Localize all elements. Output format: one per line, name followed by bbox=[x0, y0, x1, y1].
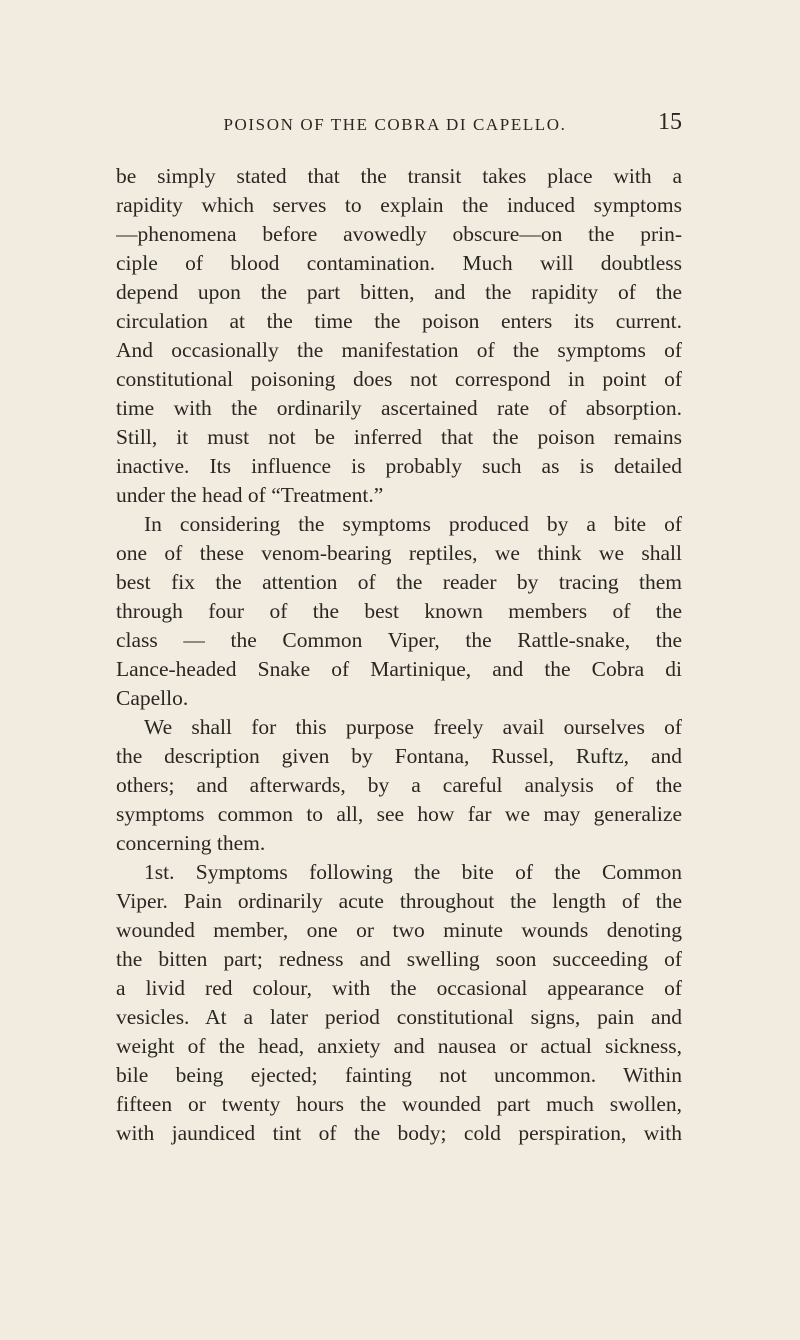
text-line: under the head of “Treatment.” bbox=[116, 483, 384, 507]
text-line: We shall for this purpose freely avail ourselves of bbox=[144, 715, 682, 739]
text-line: 1st. Symptoms following the bite of the Common bbox=[144, 860, 682, 884]
text-line: constitutional poisoning does not correspond in point of bbox=[116, 367, 682, 391]
text-line: In considering the symptoms produced by a bite of bbox=[144, 512, 682, 536]
text-line: weight of the head, anxiety and nausea or actual sickness, bbox=[116, 1034, 682, 1058]
text-line: fifteen or twenty hours the wounded part much swollen, bbox=[116, 1092, 682, 1116]
text-line: Lance-headed Snake of Martinique, and the Cobra di bbox=[116, 657, 682, 681]
text-line: rapidity which serves to explain the induced symptoms bbox=[116, 193, 682, 217]
text-line: concerning them. bbox=[116, 831, 266, 855]
text-line: one of these venom-bearing reptiles, we think we shall bbox=[116, 541, 682, 565]
text-line: inactive. Its influence is probably such as is detailed bbox=[116, 454, 682, 478]
text-line: wounded member, one or two minute wounds denoting bbox=[116, 918, 682, 942]
text-line: with jaundiced tint of the body; cold perspiration, with bbox=[116, 1121, 682, 1145]
text-line: through four of the best known members of the bbox=[116, 599, 682, 623]
running-title: POISON OF THE COBRA DI CAPELLO. bbox=[223, 115, 567, 134]
text-line: be simply stated that the transit takes place with a bbox=[116, 164, 682, 188]
text-line: a livid red colour, with the occasional appearance of bbox=[116, 976, 682, 1000]
text-line: Still, it must not be inferred that the poison remains bbox=[116, 425, 682, 449]
text-line: class — the Common Viper, the Rattle-snake, the bbox=[116, 628, 682, 652]
text-line: symptoms common to all, see how far we may generalize bbox=[116, 802, 682, 826]
text-line: circulation at the time the poison enters its current. bbox=[116, 309, 682, 333]
text-line: bile being ejected; fainting not uncommon. Within bbox=[116, 1063, 682, 1087]
text-line: vesicles. At a later period constitutional signs, pain and bbox=[116, 1005, 682, 1029]
text-line: And occasionally the manifestation of the symptoms of bbox=[116, 338, 682, 362]
text-line: ciple of blood contamination. Much will doubtless bbox=[116, 251, 682, 275]
text-line: time with the ordinarily ascertained rate of absorption. bbox=[116, 396, 682, 420]
text-line: best fix the attention of the reader by tracing them bbox=[116, 570, 682, 594]
body-text bbox=[116, 162, 682, 1148]
text-line: —phenomena before avowedly obscure—on the prin- bbox=[116, 222, 682, 246]
running-head bbox=[110, 110, 680, 140]
page-number: 15 bbox=[658, 109, 682, 135]
text-line: the description given by Fontana, Russel, Ruftz, and bbox=[116, 744, 682, 768]
text-line: depend upon the part bitten, and the rapidity of the bbox=[116, 280, 682, 304]
text-line: others; and afterwards, by a careful analysis of the bbox=[116, 773, 682, 797]
text-line: Viper. Pain ordinarily acute throughout the length of the bbox=[116, 889, 682, 913]
text-line: Capello. bbox=[116, 686, 189, 710]
text-line: the bitten part; redness and swelling soon succeeding of bbox=[116, 947, 682, 971]
